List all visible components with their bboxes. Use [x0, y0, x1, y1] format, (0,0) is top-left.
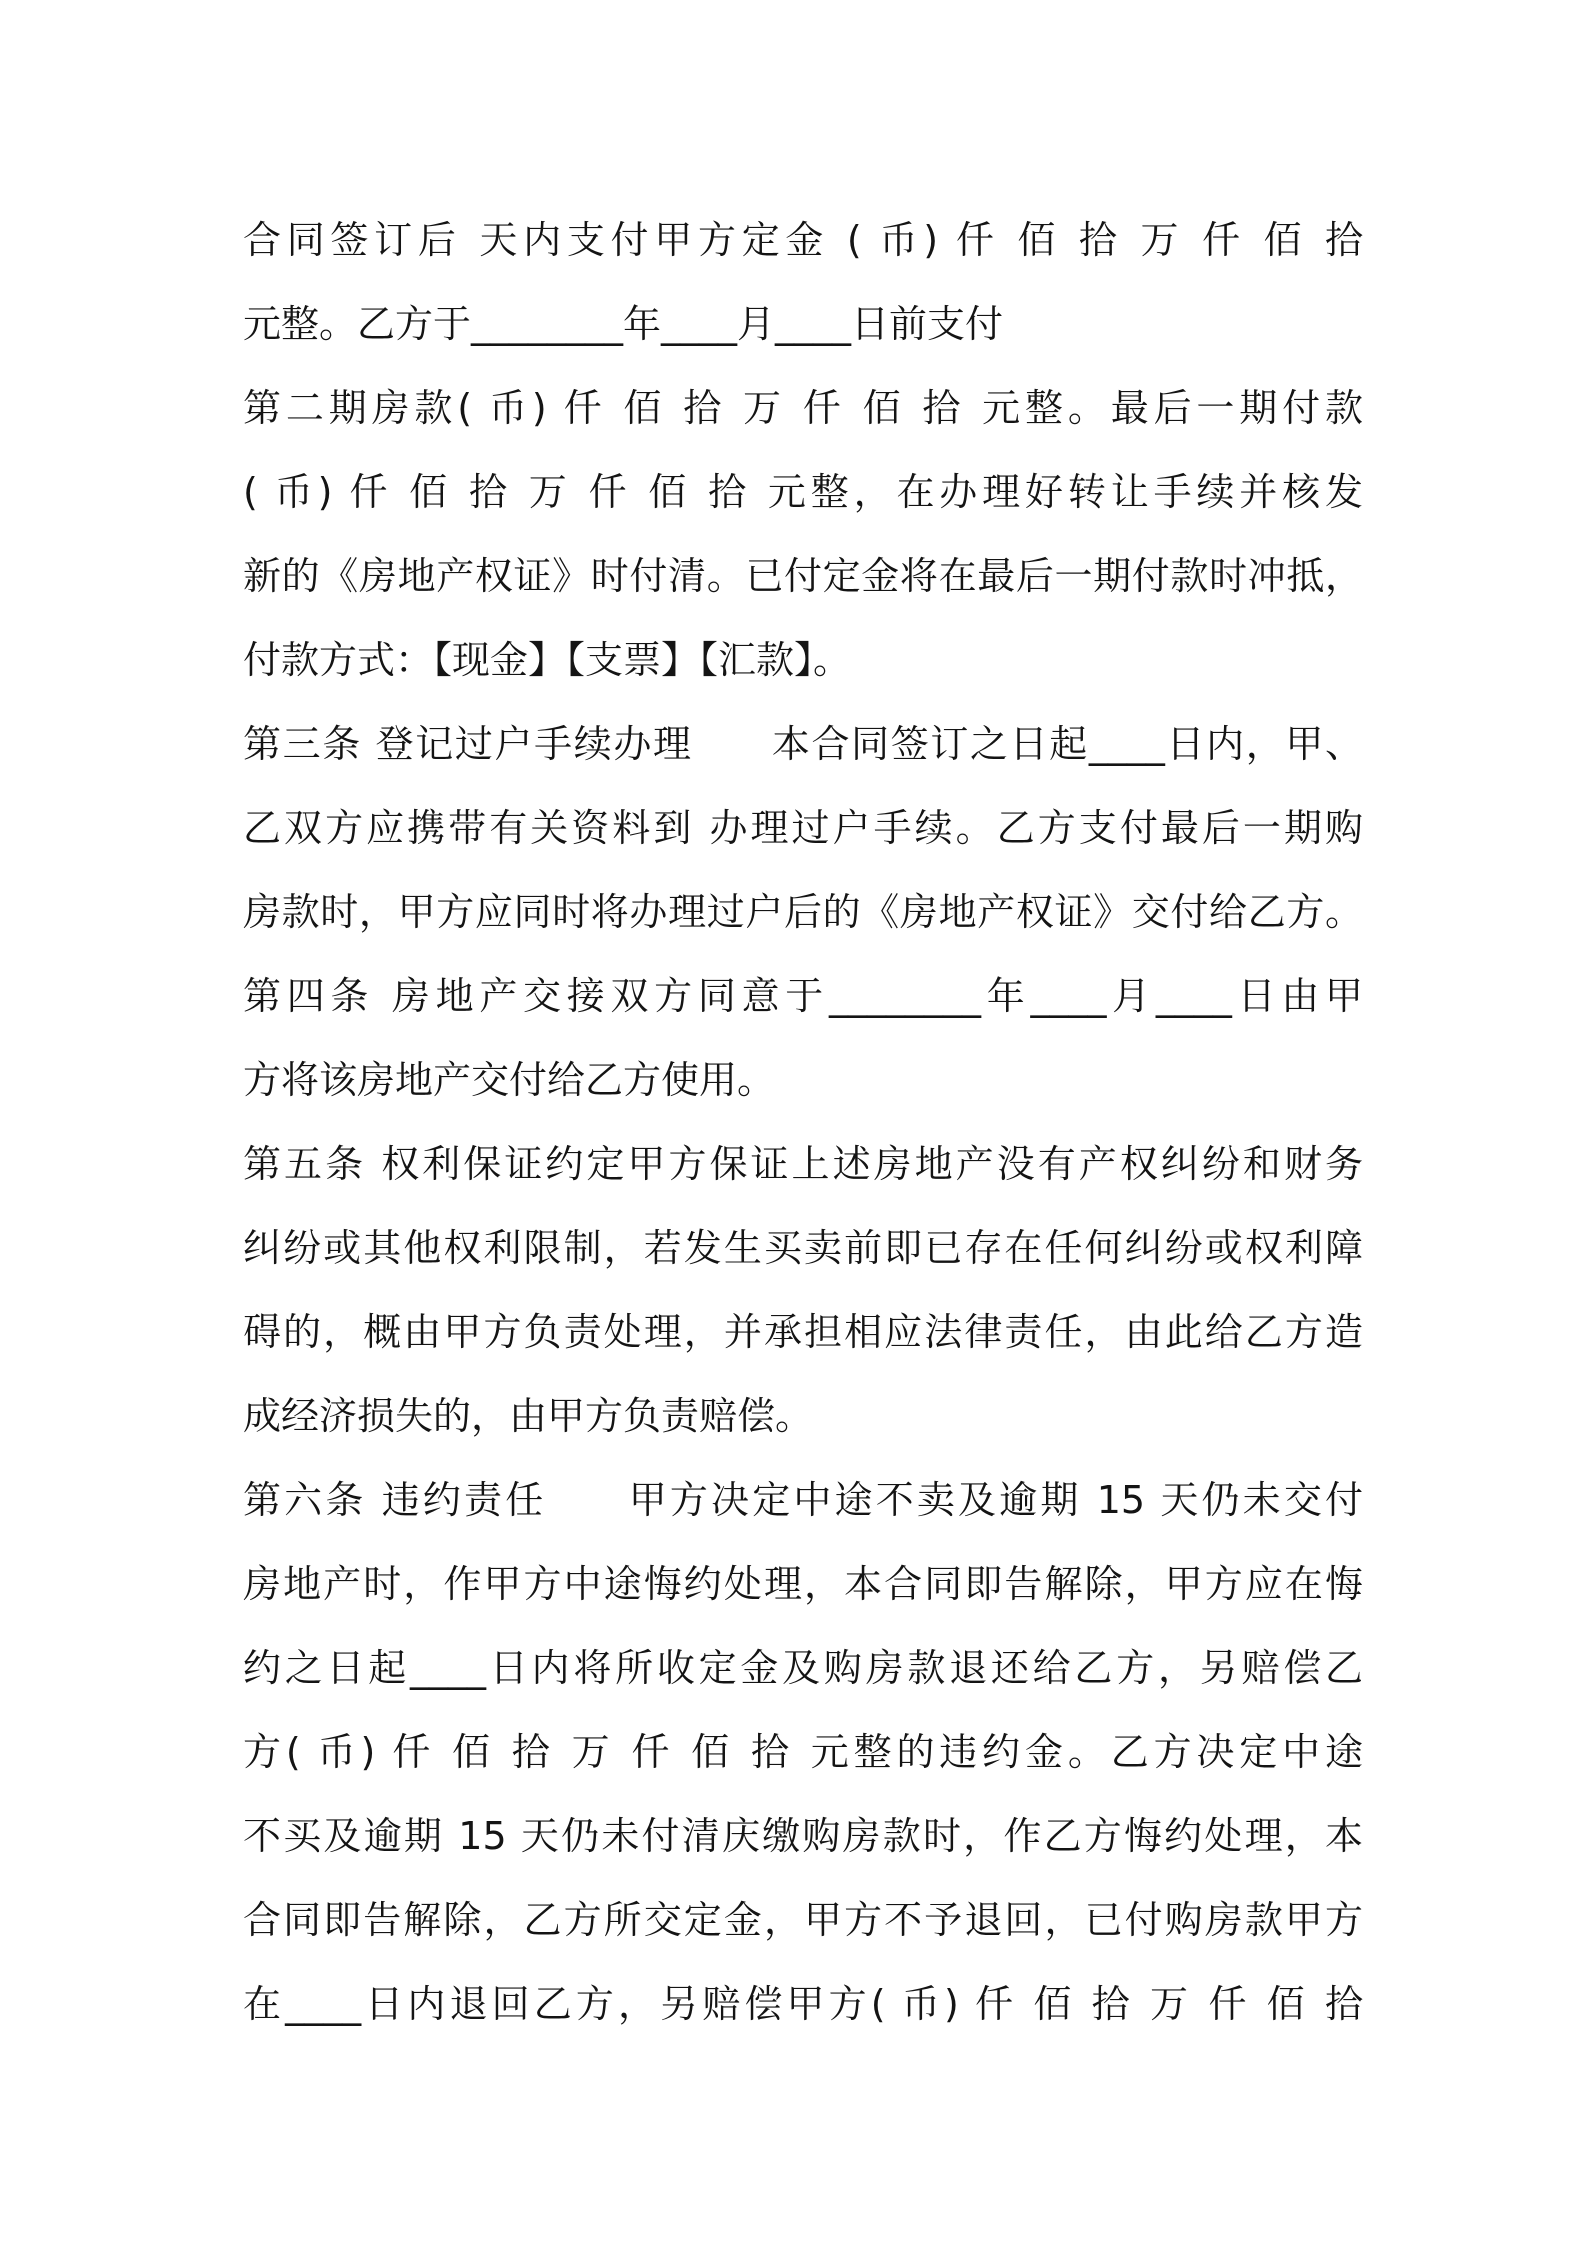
text-line: 新的《房地产权证》时付清。已付定金将在最后一期付款时冲抵， — [243, 554, 1363, 598]
text-line: 乙双方应携带有关资料到 办理过户手续。乙方支付最后一期购 — [243, 806, 1363, 850]
text-line: 合同签订后 天内支付甲方定金 ( 币) 仟 佰 拾 万 仟 佰 拾 — [243, 218, 1363, 262]
text-line: 成经济损失的，由甲方负责赔偿。 — [243, 1394, 814, 1438]
text-line: 方( 币) 仟 佰 拾 万 仟 佰 拾 元整的违约金。乙方决定中途 — [243, 1730, 1363, 1774]
clause-heading-line: 第四条 房地产交接双方同意于________年____月____日由甲 — [243, 974, 1363, 1018]
text-line: ( 币) 仟 佰 拾 万 仟 佰 拾 元整，在办理好转让手续并核发 — [243, 470, 1363, 514]
text-line: 房地产时，作甲方中途悔约处理，本合同即告解除，甲方应在悔 — [243, 1562, 1363, 1606]
text-line: 第二期房款( 币) 仟 佰 拾 万 仟 佰 拾 元整。最后一期付款 — [243, 386, 1363, 430]
contract-body — [243, 198, 1363, 2046]
text-line: 碍的，概由甲方负责处理，并承担相应法律责任，由此给乙方造 — [243, 1310, 1363, 1354]
text-line: 在____日内退回乙方，另赔偿甲方( 币) 仟 佰 拾 万 仟 佰 拾 — [243, 1982, 1363, 2026]
text-line: 元整。乙方于________年____月____日前支付 — [243, 302, 1004, 346]
clause-heading-line: 第五条 权利保证约定甲方保证上述房地产没有产权纠纷和财务 — [243, 1142, 1363, 1186]
clause-heading-line: 第三条 登记过户手续办理 本合同签订之日起____日内，甲、 — [243, 722, 1363, 766]
text-line: 房款时，甲方应同时将办理过户后的《房地产权证》交付给乙方。 — [243, 890, 1363, 934]
text-line: 方将该房地产交付给乙方使用。 — [243, 1058, 776, 1102]
text-line: 合同即告解除，乙方所交定金，甲方不予退回，已付购房款甲方 — [243, 1898, 1363, 1942]
text-line: 付款方式：【现金】【支票】【汇款】。 — [243, 638, 852, 682]
text-line: 约之日起____日内将所收定金及购房款退还给乙方，另赔偿乙 — [243, 1646, 1363, 1690]
text-line: 不买及逾期 15 天仍未付清庆缴购房款时，作乙方悔约处理，本 — [243, 1814, 1363, 1858]
text-line: 纠纷或其他权利限制，若发生买卖前即已存在任何纠纷或权利障 — [243, 1226, 1363, 1270]
clause-heading-line: 第六条 违约责任 甲方决定中途不卖及逾期 15 天仍未交付 — [243, 1478, 1363, 1522]
